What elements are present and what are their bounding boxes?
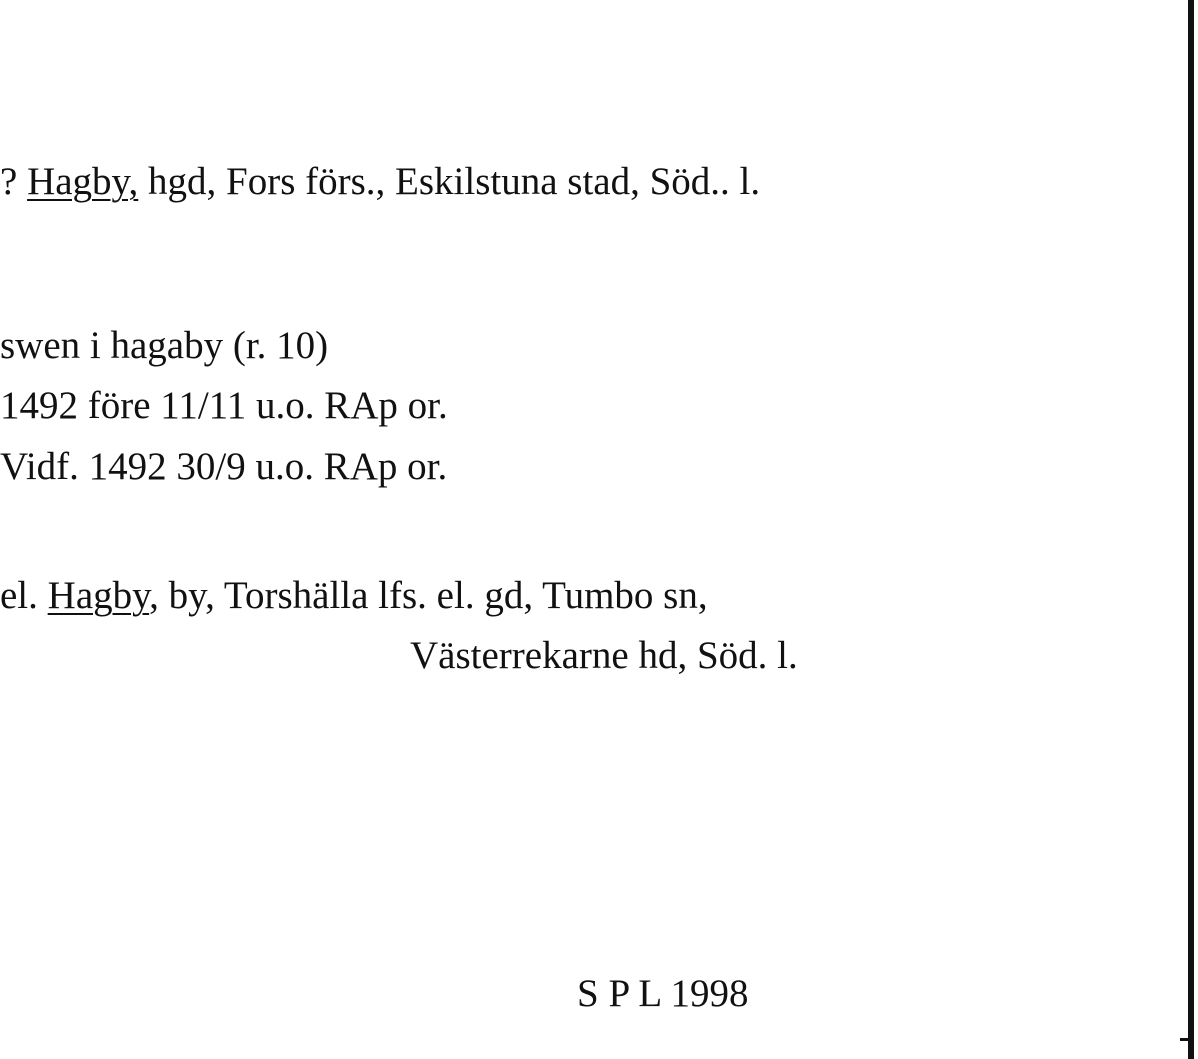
footer-stamp: S P L 1998	[577, 972, 749, 1015]
source-line-2: Vidf. 1492 30/9 u.o. RAp or.	[0, 445, 448, 488]
alternative-line-2: Västerrekarne hd, Söd. l.	[410, 634, 798, 677]
place-heading	[0, 160, 760, 204]
heading-location: hgd, Fors förs., Eskilstuna stad, Söd.. l.	[138, 160, 761, 203]
alternative-location: , by, Torshälla lfs. el. gd, Tumbo sn,	[149, 574, 708, 617]
place-name: Hagby,	[27, 160, 139, 203]
alternative-line-1	[0, 574, 708, 618]
source-line-1: 1492 före 11/11 u.o. RAp or.	[0, 384, 448, 427]
quote-line: swen i hagaby (r. 10)	[0, 324, 329, 367]
alternative-place-name: Hagby	[47, 574, 150, 617]
heading-prefix: ?	[0, 160, 28, 203]
alternative-prefix: el.	[0, 574, 48, 617]
corner-tick-mark	[1180, 1038, 1188, 1041]
right-border-line	[1188, 0, 1194, 1059]
